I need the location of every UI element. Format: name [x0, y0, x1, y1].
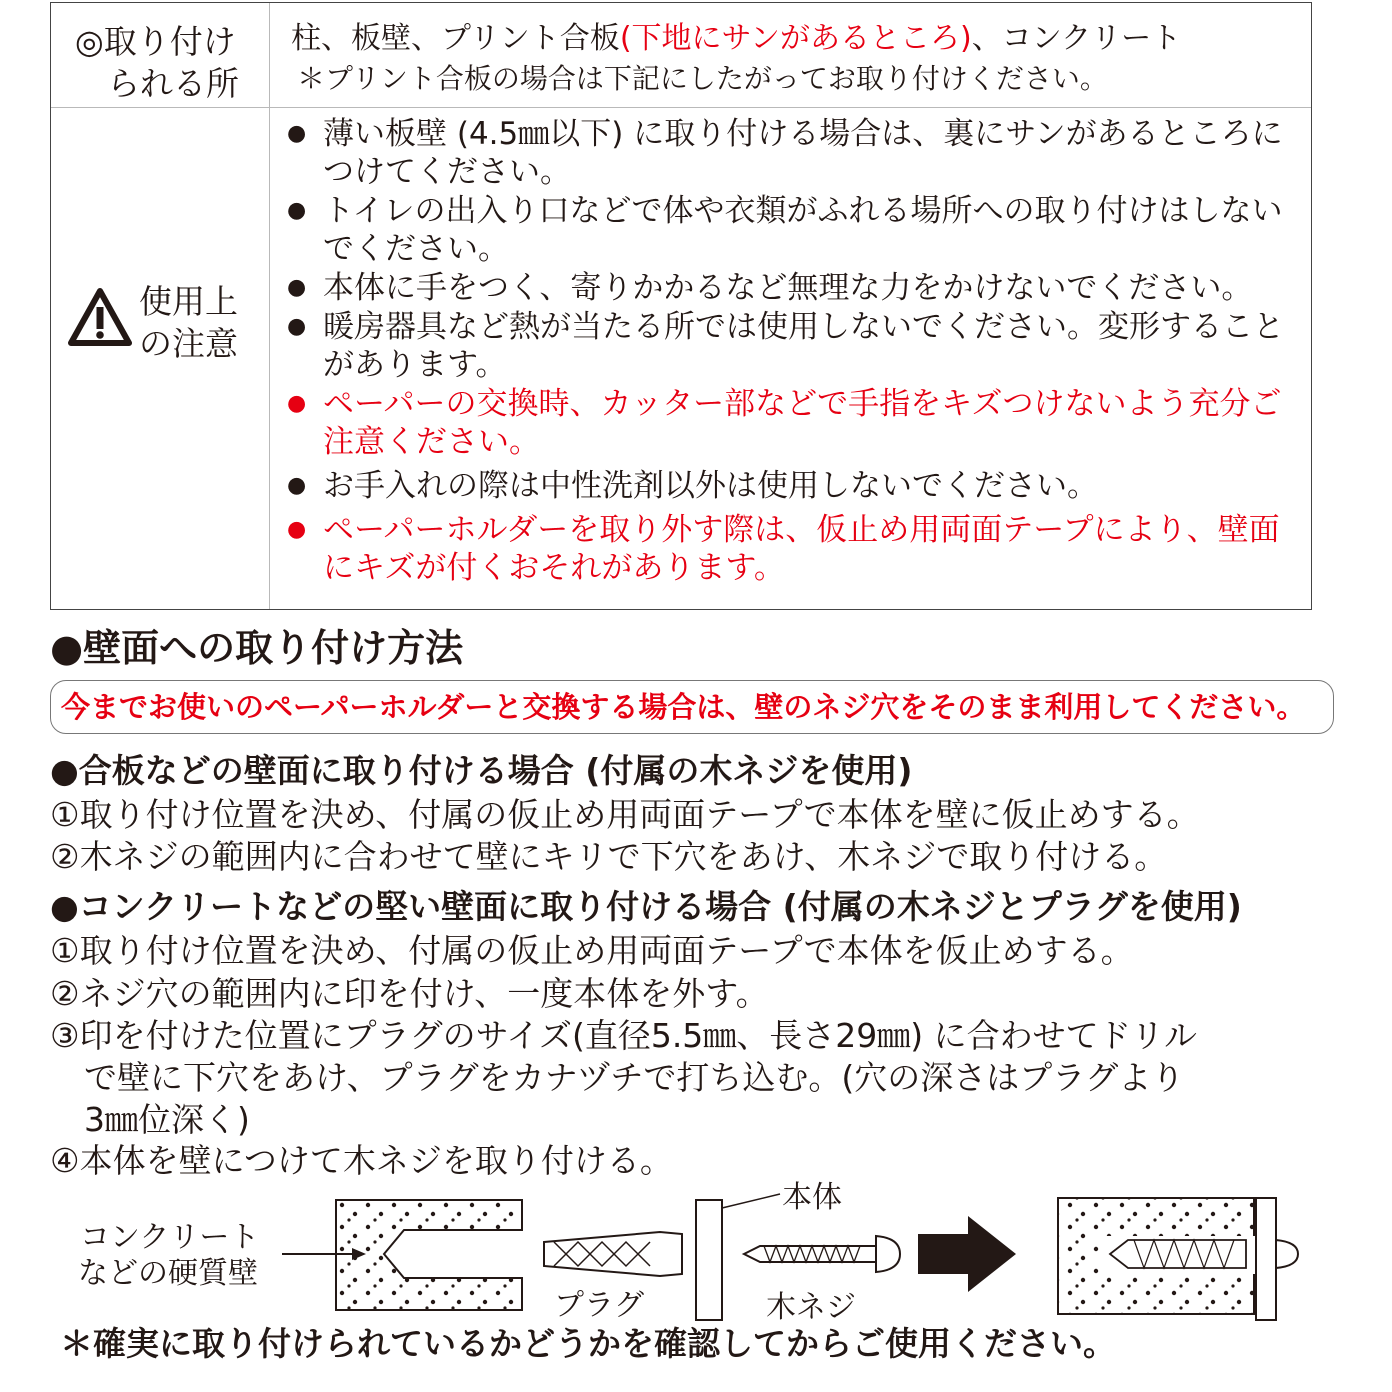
concrete-step-3-line1: ③印を付けた位置にプラグのサイズ(直径5.5㎜、長さ29㎜) に合わせてドリル	[50, 1016, 1197, 1055]
caution-list	[287, 115, 1303, 588]
caution-item: ● 薄い板壁 (4.5㎜以下) に取り付ける場合は、裏にサンがあるところにつけてください。	[287, 115, 1303, 191]
concrete-step-2: ②ネジ穴の範囲内に印を付け、一度本体を外す。	[50, 974, 769, 1013]
wall-label-line1: コンクリート	[80, 1220, 260, 1255]
warning-icon	[67, 285, 133, 351]
caution-label-line1: 使用上	[139, 282, 238, 321]
caution-item: ● 暖房器具など熱が当たる所では使用しないでください。変形することがあります。	[287, 308, 1303, 384]
location-text	[291, 19, 1301, 99]
footer-note: ＊確実に取り付けられているかどうかを確認してからご使用ください。	[60, 1324, 1116, 1363]
location-label-line2: られる所	[107, 64, 239, 103]
concrete-wall	[336, 1200, 522, 1310]
screw-label: 木ネジ	[766, 1290, 856, 1325]
arrow-right-icon	[918, 1216, 1016, 1292]
concrete-step-3	[50, 1015, 1197, 1141]
concrete-step-3-line2: で壁に下穴をあけ、プラグをカナヅチで打ち込む。(穴の深さはプラグより	[84, 1058, 1185, 1097]
wall-label-line2: などの硬質壁	[78, 1256, 258, 1291]
location-note: ＊プリント合板の場合は下記にしたがってお取り付けください。	[297, 62, 1108, 95]
caution-label	[67, 282, 257, 369]
location-text-red: (下地にサンがあるところ)	[619, 21, 972, 56]
plywood-step-2: ②木ネジの範囲内に合わせて壁にキリで下穴をあけ、木ネジで取り付ける。	[50, 837, 1168, 876]
caution-label-line2: の注意	[139, 324, 238, 363]
caution-item-warning: ● ペーパーの交換時、カッター部などで手指をキズつけないよう充分ご注意ください。	[287, 385, 1303, 461]
plug-label: プラグ	[554, 1288, 644, 1323]
wood-screw	[744, 1236, 900, 1272]
plug	[544, 1232, 682, 1276]
caution-item: ● お手入れの際は中性洗剤以外は使用しないでください。	[287, 467, 1303, 505]
assembled-wall	[1058, 1198, 1298, 1320]
plywood-section-title: ●合板などの壁面に取り付ける場合 (付属の木ネジを使用)	[50, 751, 913, 790]
concrete-step-3-line3: 3㎜位深く)	[84, 1100, 250, 1139]
reuse-notice: 今までお使いのペーパーホルダーと交換する場合は、壁のネジ穴をそのまま利用してください。	[50, 680, 1334, 734]
caution-item-warning: ● ペーパーホルダーを取り外す際は、仮止め用両面テープにより、壁面にキズが付くおそれがあります。	[287, 511, 1303, 587]
body-label: 本体	[782, 1180, 842, 1215]
spec-table	[50, 2, 1312, 610]
caution-item: ● 本体に手をつく、寄りかかるなど無理な力をかけないでください。	[287, 269, 1303, 307]
concrete-step-1: ①取り付け位置を決め、付属の仮止め用両面テープで本体を仮止めする。	[50, 931, 1134, 970]
caution-item: ● トイレの出入り口などで体や衣類がふれる場所への取り付けはしないでください。	[287, 192, 1303, 268]
wall-pointer-arrow	[282, 1248, 366, 1260]
location-text-part2: 、コンクリート	[971, 21, 1182, 56]
installation-heading: ●壁面への取り付け方法	[50, 626, 464, 670]
concrete-step-4: ④本体を壁につけて木ネジを取り付ける。	[50, 1141, 673, 1180]
location-text-part1: 柱、板壁、プリント合板	[291, 21, 620, 56]
concrete-section-title: ●コンクリートなどの堅い壁面に取り付ける場合 (付属の木ネジとプラグを使用)	[50, 887, 1242, 926]
location-row	[51, 3, 1311, 108]
plywood-step-1: ①取り付け位置を決め、付属の仮止め用両面テープで本体を壁に仮止めする。	[50, 795, 1200, 834]
location-label-line1: ◎取り付け	[75, 22, 236, 61]
location-label	[75, 21, 255, 105]
